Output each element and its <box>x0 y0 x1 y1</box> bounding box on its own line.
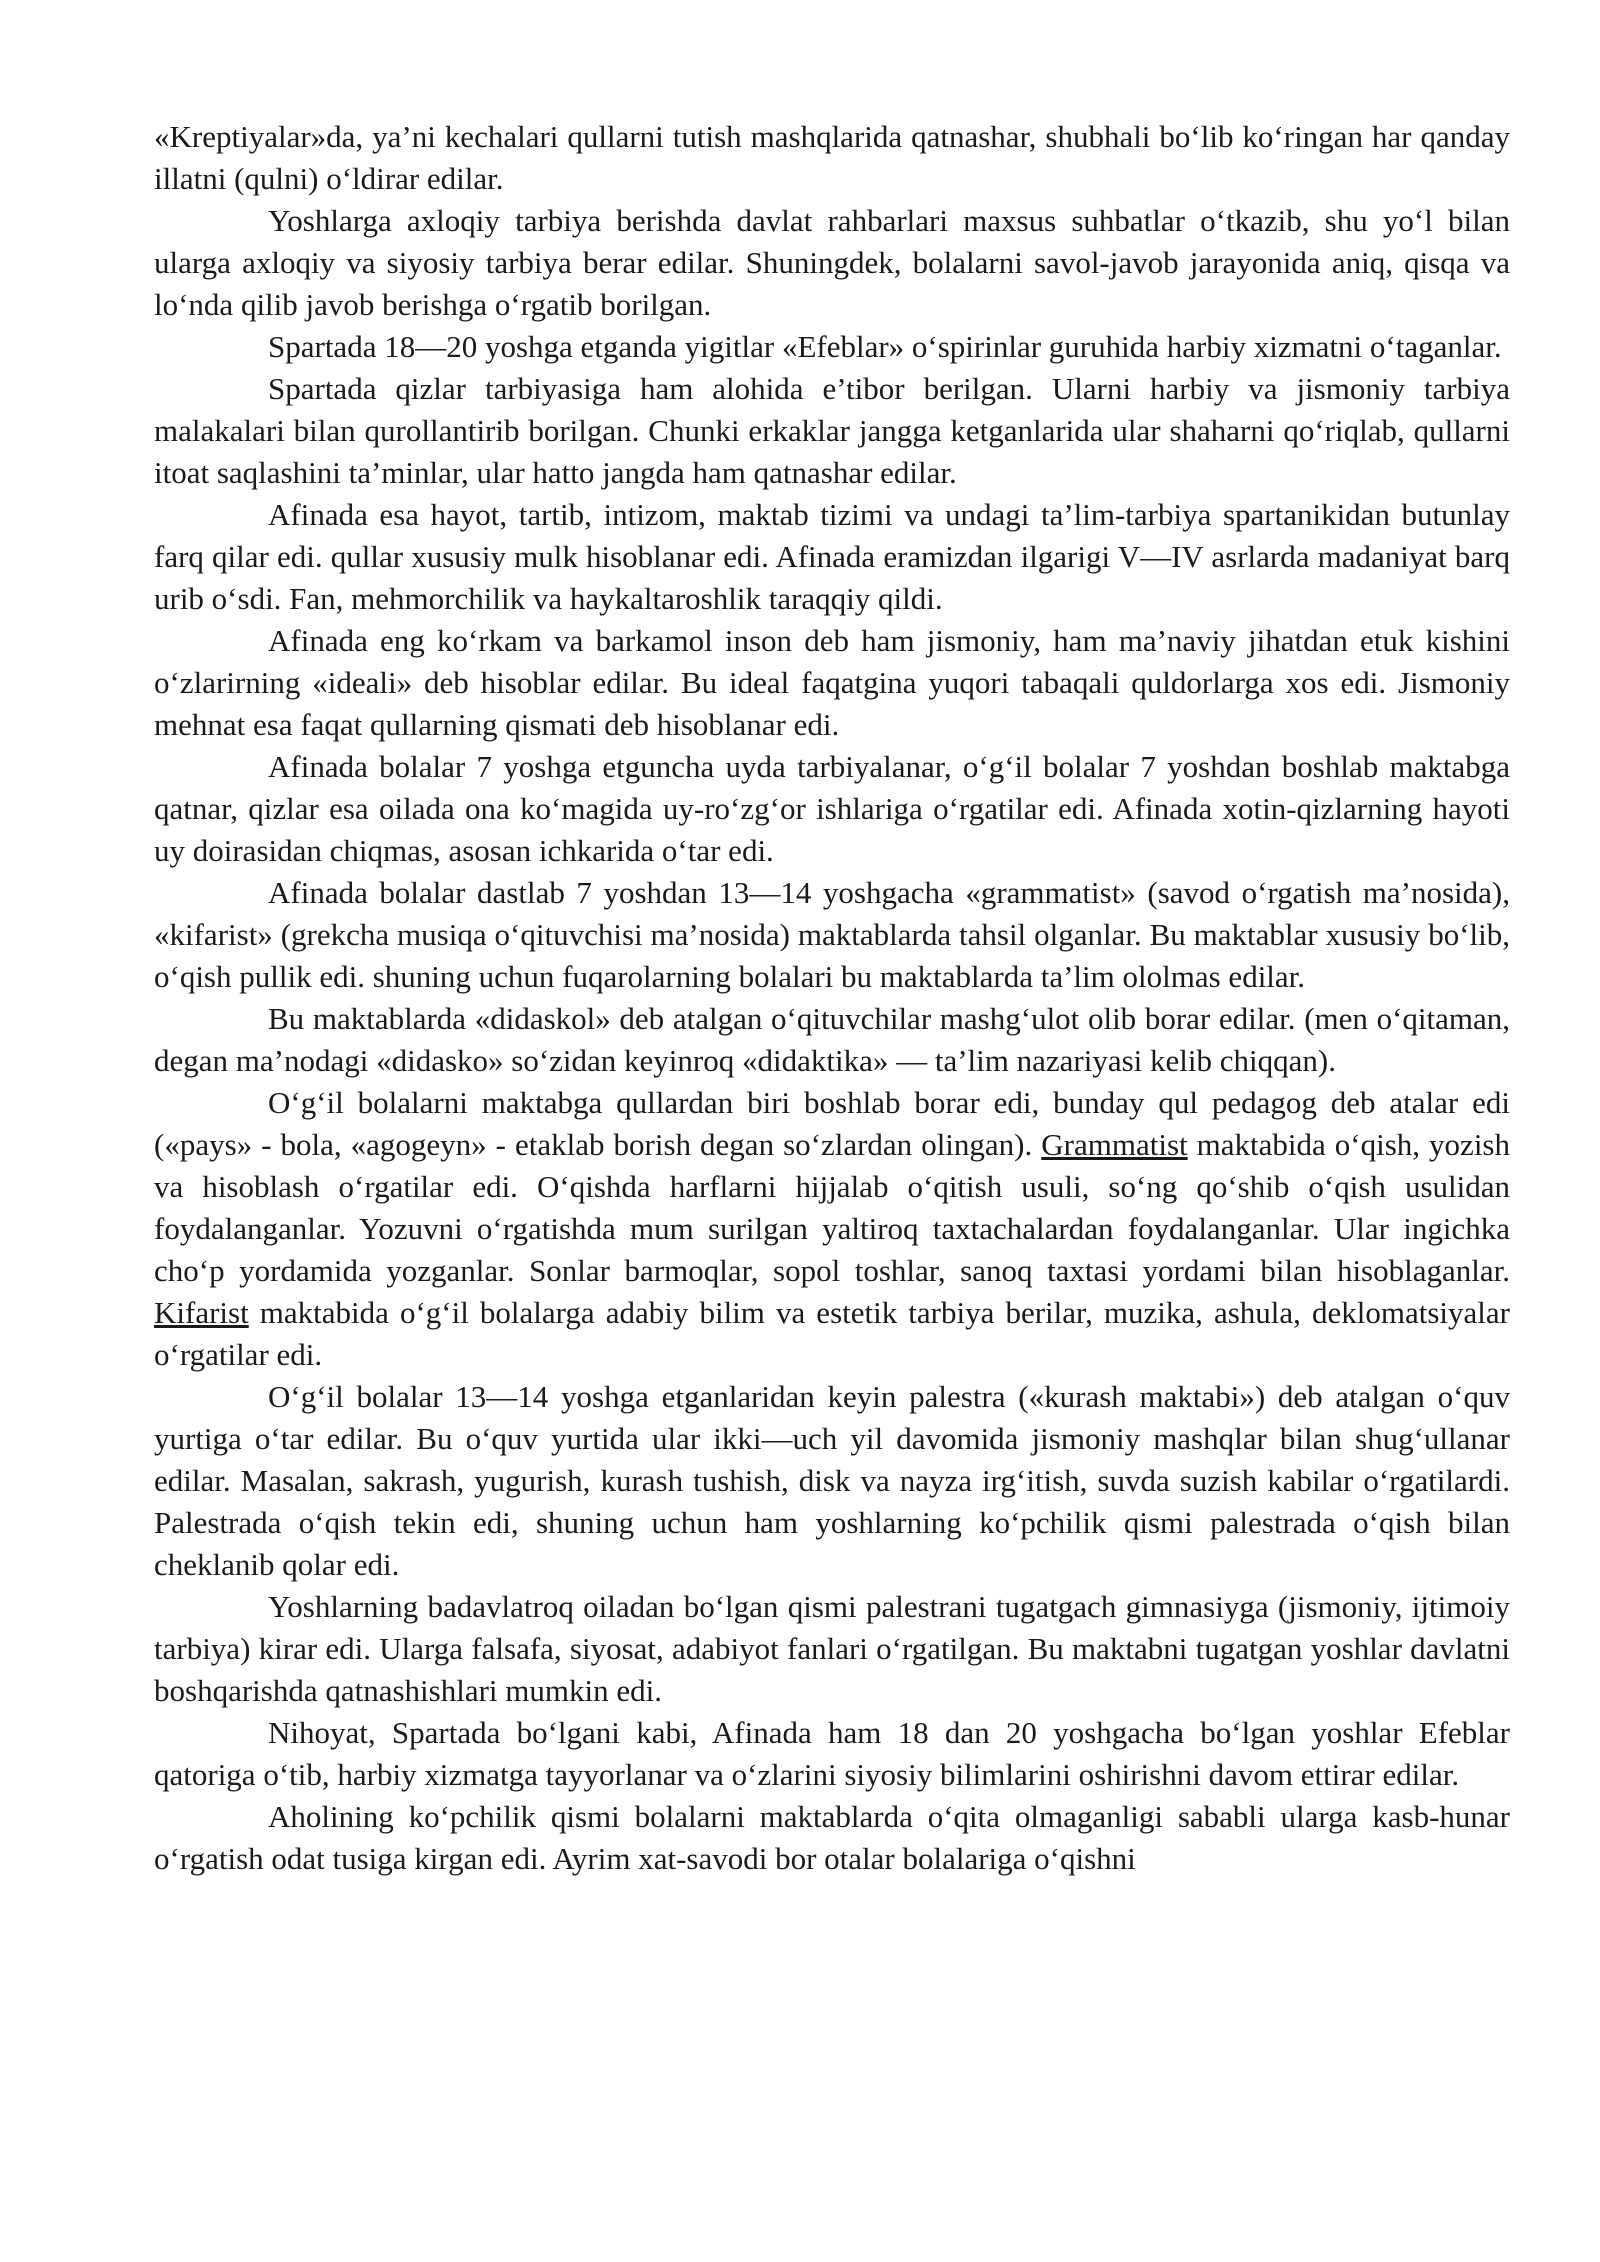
paragraph-schools <box>154 872 1510 998</box>
paragraph-pedagog <box>154 1082 1510 1376</box>
paragraph-text: Afinada bolalar 7 yoshga etguncha uyda tarbiyalanar, o‘g‘il bolalar 7 yoshdan boshlab maktabga qatnar, qizlar esa oilada ona ko‘magida uy-ro‘zg‘or ishlariga o‘rgatilar edi. Afinada xotin-qizlarning hayoti uy doirasidan chiqmas, asosan ichkarida o‘tar edi. <box>154 749 1510 868</box>
paragraph-text: «Kreptiyalar»da, ya’ni kechalari qullarni tutish mashqlarida qatnashar, shubhali bo‘lib ko‘ringan har qanday illatni (qulni) o‘ldirar edilar. <box>154 119 1510 196</box>
paragraph-text: Nihoyat, Spartada bo‘lgani kabi, Afinada ham 18 dan 20 yoshgacha bo‘lgan yoshlar Efeblar qatoriga o‘tib, harbiy xizmatga tayyorlanar va o‘zlarini siyosiy bilimlarini oshirishni davom ettirar edilar. <box>154 1715 1510 1792</box>
underlined-term-grammatist: Grammatist <box>1041 1127 1188 1162</box>
paragraph-palestra <box>154 1376 1510 1586</box>
paragraph-text: Afinada bolalar dastlab 7 yoshdan 13—14 yoshgacha «grammatist» (savod o‘rgatish ma’nosida), «kifarist» (grekcha musiqa o‘qituvchisi ma’nosida) maktablarda tahsil olganlar. Bu maktablar xususiy bo‘lib, o‘qish pullik edi. shuning uchun fuqarolarning bolalari bu maktablarda ta’lim ololmas edilar. <box>154 875 1510 994</box>
paragraph-text: O‘g‘il bolalar 13—14 yoshga etganlaridan keyin palestra («kurash maktabi») deb atalgan o‘quv yurtiga o‘tar edilar. Bu o‘quv yurtida ular ikki—uch yil davomida jismoniy mashqlar bilan shug‘ullanar edilar. Masalan, sakrash, yugurish, kurash tushish, disk va nayza irg‘itish, suvda suzish kabilar o‘rgatilardi. Palestrada o‘qish tekin edi, shuning uchun ham yoshlarning ko‘pchilik qismi palestrada o‘qish bilan cheklanib qolar edi. <box>154 1379 1510 1582</box>
paragraph-text: Aholining ko‘pchilik qismi bolalarni maktablarda o‘qita olmaganligi sababli ularga kasb-hunar o‘rgatish odat tusiga kirgan edi. Ayrim xat-savodi bor otalar bolalariga o‘qishni <box>154 1799 1510 1876</box>
paragraph-gymnasium <box>154 1586 1510 1712</box>
document-page <box>154 116 1510 1880</box>
paragraph-kreptiya <box>154 116 1510 200</box>
paragraph-athens-life <box>154 494 1510 620</box>
paragraph-crafts <box>154 1796 1510 1880</box>
paragraph-efeblar-athens <box>154 1712 1510 1796</box>
paragraph-text: Spartada qizlar tarbiyasiga ham alohida e’tibor berilgan. Ularni harbiy va jismoniy tarbiya malakalari bilan qurollantirib borilgan. Chunki erkaklar jangga ketganlarida ular shaharni qo‘riqlab, qullarni itoat saqlashini ta’minlar, ular hatto jangda ham qatnashar edilar. <box>154 371 1510 490</box>
paragraph-home-upbringing <box>154 746 1510 872</box>
paragraph-text: Yoshlarning badavlatroq oiladan bo‘lgan qismi palestrani tugatgach gimnasiyga (jismoniy, ijtimoiy tarbiya) kirar edi. Ularga falsafa, siyosat, adabiyot fanlari o‘rgatilgan. Bu maktabni tugatgan yoshlar davlatni boshqarishda qatnashishlari mumkin edi. <box>154 1589 1510 1708</box>
paragraph-moral-education <box>154 200 1510 326</box>
paragraph-athens-ideal <box>154 620 1510 746</box>
paragraph-girls-education <box>154 368 1510 494</box>
underlined-term-kifarist: Kifarist <box>154 1295 249 1330</box>
paragraph-text: O‘g‘il bolalarni maktabga qullardan biri boshlab borar edi, bunday qul pedagog deb atalar edi («pays» - bola, «agogeyn» - etaklab borish degan so‘zlardan olingan). <box>154 1085 1510 1162</box>
paragraph-text: Afinada esa hayot, tartib, intizom, maktab tizimi va undagi ta’lim-tarbiya spartanikidan butunlay farq qilar edi. qullar xususiy mulk hisoblanar edi. Afinada eramizdan ilgarigi V—IV asrlarda madaniyat barq urib o‘sdi. Fan, mehmorchilik va haykaltaroshlik taraqqiy qildi. <box>154 497 1510 616</box>
paragraph-text: Bu maktablarda «didaskol» deb atalgan o‘qituvchilar mashg‘ulot olib borar edilar. (men o‘qitaman, degan ma’nodagi «didasko» so‘zidan keyinroq «didaktika» — ta’lim nazariyasi kelib chiqqan). <box>154 1001 1510 1078</box>
paragraph-text: Afinada eng ko‘rkam va barkamol inson deb ham jismoniy, ham ma’naviy jihatdan etuk kishini o‘zlarirning «ideali» deb hisoblar edilar. Bu ideal faqatgina yuqori tabaqali quldorlarga xos edi. Jismoniy mehnat esa faqat qullarning qismati deb hisoblanar edi. <box>154 623 1510 742</box>
paragraph-efeblar-sparta <box>154 326 1510 368</box>
paragraph-text: Yoshlarga axloqiy tarbiya berishda davlat rahbarlari maxsus suhbatlar o‘tkazib, shu yo‘l bilan ularga axloqiy va siyosiy tarbiya berar edilar. Shuningdek, bolalarni savol-javob jarayonida aniq, qisqa va lo‘nda qilib javob berishga o‘rgatib borilgan. <box>154 203 1510 322</box>
paragraph-text: maktabida o‘g‘il bolalarga adabiy bilim va estetik tarbiya berilar, muzika, ashula, deklomatsiyalar o‘rgatilar edi. <box>154 1295 1510 1372</box>
paragraph-text: maktabida o‘qish, yozish va hisoblash o‘rgatilar edi. O‘qishda harflarni hijjalab o‘qitish usuli, so‘ng qo‘shib o‘qish usulidan foydalanganlar. Yozuvni o‘rgatishda mum surilgan yaltiroq taxtachalardan foydalanganlar. Ular ingichka cho‘p yordamida yozganlar. Sonlar barmoqlar, sopol toshlar, sanoq taxtasi yordami bilan hisoblaganlar. <box>154 1127 1510 1288</box>
paragraph-text: Spartada 18—20 yoshga etganda yigitlar «Efeblar» o‘spirinlar guruhida harbiy xizmatni o‘taganlar. <box>268 329 1502 364</box>
paragraph-didaskol <box>154 998 1510 1082</box>
